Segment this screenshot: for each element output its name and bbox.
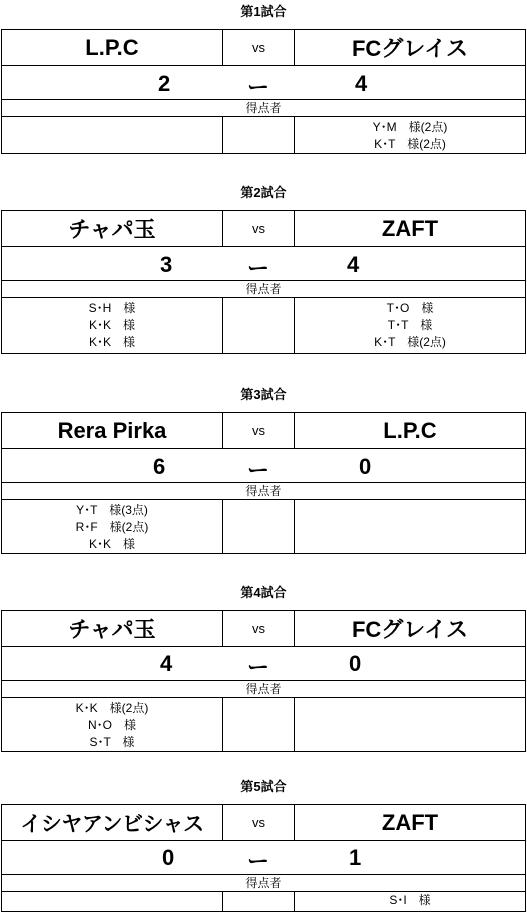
score-right: 4: [347, 252, 360, 277]
scorer: S･I 様: [389, 893, 431, 907]
scorers-left: [2, 298, 223, 354]
scorers-right: [295, 298, 526, 354]
scorer-label: 得点者: [2, 281, 526, 298]
scorer-label: 得点者: [2, 483, 526, 500]
score-right: 1: [349, 845, 362, 870]
match-table: [1, 29, 526, 154]
scorers-middle: [223, 117, 295, 154]
match-table: [1, 412, 526, 554]
scorer-label: 得点者: [2, 681, 526, 698]
scorer: N･O 様: [87, 718, 136, 732]
match-table: [1, 804, 526, 912]
team-left: L.P.C: [2, 30, 223, 66]
team-right: FCグレイス: [295, 30, 526, 66]
score-left: 6: [153, 454, 166, 479]
score-dash: ー: [247, 458, 270, 483]
score-left: 2: [158, 71, 171, 96]
score-dash: ー: [247, 256, 270, 281]
scorer: Y･T 様(3点): [76, 503, 148, 517]
scorers-middle: [223, 500, 295, 554]
vs-label: vs: [223, 611, 295, 647]
scorer: K･K 様(2点): [75, 701, 149, 715]
scorers-middle: [223, 892, 295, 912]
score-row: [2, 449, 526, 483]
scorer-label: 得点者: [2, 100, 526, 117]
scorers-right: [295, 500, 526, 554]
scorers-middle: [223, 298, 295, 354]
scorers-middle: [223, 698, 295, 752]
score-row: [2, 247, 526, 281]
scorers-left: [2, 500, 223, 554]
team-left: チャパ玉: [2, 611, 223, 647]
scorer: Y･M 様(2点): [372, 120, 448, 134]
scorer: S･H 様: [88, 301, 136, 315]
scorer: R･F 様(2点): [75, 520, 149, 534]
scorer: T･T 様: [387, 318, 433, 332]
scorers-right: [295, 117, 526, 154]
vs-label: vs: [223, 805, 295, 841]
scorers-left: [2, 892, 223, 912]
match-table: [1, 210, 526, 354]
match-title: 第3試合: [240, 387, 287, 402]
team-right: L.P.C: [295, 413, 526, 449]
scorer: K･T 様(2点): [374, 137, 446, 151]
scorer: K･T 様(2点): [374, 335, 446, 349]
scorers-right: [295, 698, 526, 752]
score-dash: ー: [247, 655, 270, 680]
team-right: FCグレイス: [295, 611, 526, 647]
score-right: 0: [359, 454, 372, 479]
team-left: イシヤアンビシャス: [2, 805, 223, 841]
team-right: ZAFT: [295, 805, 526, 841]
score-right: 4: [355, 71, 368, 96]
score-right: 0: [349, 651, 362, 676]
score-left: 3: [160, 252, 173, 277]
scorer: K･K 様: [88, 537, 135, 551]
scorer: S･T 様: [89, 735, 135, 749]
scorer: K･K 様: [88, 335, 135, 349]
score-left: 0: [162, 845, 175, 870]
score-row: [2, 841, 526, 875]
match-table: [1, 610, 526, 752]
vs-label: vs: [223, 413, 295, 449]
team-left: チャパ玉: [2, 211, 223, 247]
vs-label: vs: [223, 30, 295, 66]
score-row: [2, 647, 526, 681]
score-dash: ー: [247, 849, 270, 874]
vs-label: vs: [223, 211, 295, 247]
scorers-right: [295, 892, 526, 912]
scorer: T･O 様: [386, 301, 434, 315]
team-right: ZAFT: [295, 211, 526, 247]
score-dash: ー: [247, 75, 270, 100]
match-title: 第4試合: [240, 585, 287, 600]
team-left: Rera Pirka: [2, 413, 223, 449]
scorers-left: [2, 698, 223, 752]
match-title: 第5試合: [240, 779, 287, 794]
match-title: 第1試合: [240, 4, 287, 19]
scorer: K･K 様: [88, 318, 135, 332]
score-left: 4: [160, 651, 173, 676]
score-row: [2, 66, 526, 100]
scorers-left: [2, 117, 223, 154]
scorer-label: 得点者: [2, 875, 526, 892]
match-title: 第2試合: [240, 185, 287, 200]
